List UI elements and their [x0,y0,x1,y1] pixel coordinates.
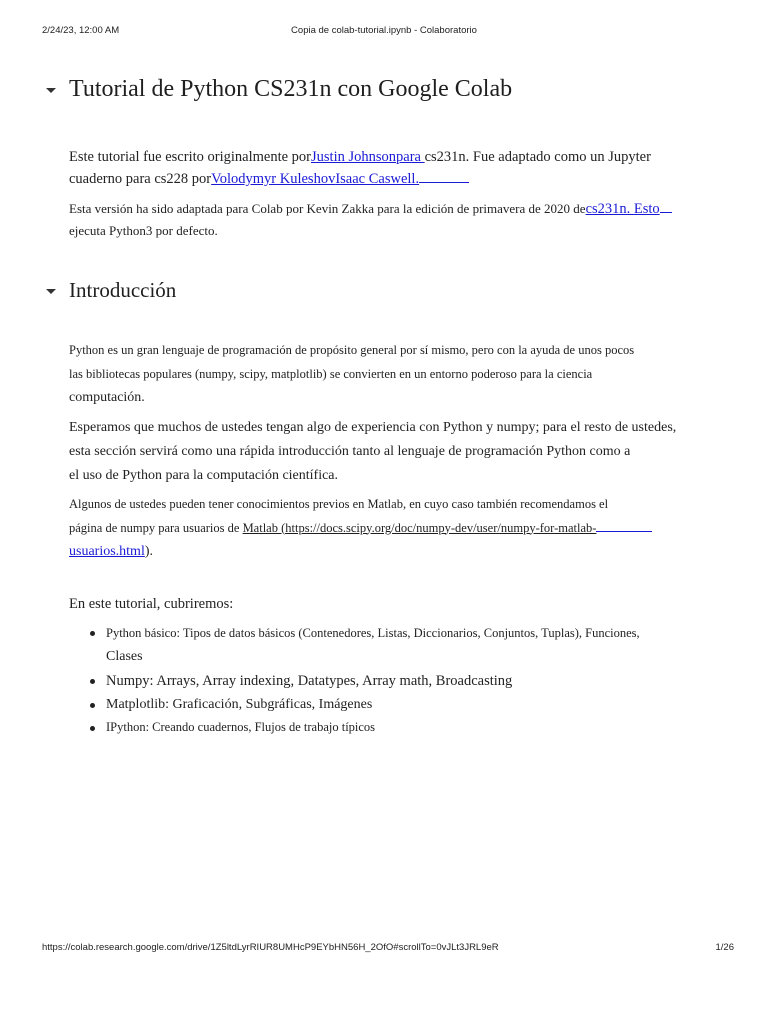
volodymyr-kuleshov-link[interactable]: Volodymyr Kuleshov [211,171,336,187]
text-line: ). [144,544,154,559]
version-text: Esta versión ha sido adaptada para Colab por Kevin Zakka para la edición de primavera de 2020 de [69,201,586,216]
topics-list [69,621,709,739]
list-item-text: Clases [106,649,143,664]
collapse-caret-icon[interactable] [46,289,56,294]
intro-paragraph-1 [69,339,694,410]
numpy-matlab-link[interactable]: Matlab (https://docs.scipy.org/doc/numpy-dev/user/numpy-for-matlab- [242,520,597,535]
print-title: Copia de colab-tutorial.ipynb - Colaboratorio [291,25,477,36]
version-paragraph [69,198,694,242]
text-line: Esperamos que muchos de ustedes tengan algo de experiencia con Python y numpy; para el resto de ustedes, [69,420,677,435]
link-underline-pad [419,170,469,183]
text-line: esta sección servirá como una rápida introducción tanto al lenguaje de programación Python como a [69,444,631,459]
text-line: Python es un gran lenguaje de programación de propósito general por sí mismo, pero con la ayuda de unos pocos [69,343,635,357]
list-item [69,693,709,716]
bullet-icon [90,679,95,684]
version-text-2: ejecuta Python3 por defecto. [69,223,218,238]
intro-paragraph-2 [69,416,694,488]
intro-text: Este tutorial fue escrito originalmente por [69,149,311,165]
text-line: el uso de Python para la computación científica. [69,468,339,483]
cover-label: En este tutorial, cubriremos: [69,596,234,612]
section-tutorial-header[interactable] [46,74,512,104]
bullet-icon [90,703,95,708]
text-line: Algunos de ustedes pueden tener conocimientos previos en Matlab, en cuyo caso también recomendamos el [69,497,609,511]
list-item-text: Python básico: Tipos de datos básicos (Contenedores, Listas, Diccionarios, Conjuntos, Tuplas), Funciones, [106,626,640,640]
link-underline-pad [596,519,652,532]
justin-johnson-link[interactable]: Justin Johnson [311,149,397,165]
list-item-text: Numpy: Arrays, Array indexing, Datatypes, Array math, Broadcasting [106,673,513,689]
para-link[interactable]: para [396,149,425,165]
print-date: 2/24/23, 12:00 AM [42,25,120,36]
section-title: Introducción [69,277,177,302]
cs231n-link[interactable]: cs231n. Esto [585,201,660,217]
list-item-text: IPython: Creando cuadernos, Flujos de trabajo típicos [106,720,376,734]
text-line: página de numpy para usuarios de [69,520,243,535]
print-header [0,25,768,39]
list-item [69,621,709,669]
intro-paragraph [69,146,694,190]
intro-text-2: cuaderno para cs228 por [69,171,212,187]
intro-tail: cs231n. Fue adaptado como un Jupyter [424,149,651,165]
page-number: 1/26 [715,942,734,953]
print-footer [0,942,768,956]
page-url: https://colab.research.google.com/drive/1Z5ltdLyrRIUR8UMHcP9EYbHN56H_2OfO#scrollTo=0vJLt3JRL9eR [42,942,499,953]
intro-paragraph-3 [69,493,694,564]
collapse-caret-icon[interactable] [46,88,56,93]
text-line: computación. [69,390,145,405]
list-item [69,716,709,739]
isaac-caswell-link[interactable]: Isaac Caswell. [335,171,420,187]
link-underline-pad [660,200,672,213]
page-title: Tutorial de Python CS231n con Google Colab [69,75,513,102]
list-item [69,669,709,693]
bullet-icon [90,726,95,731]
numpy-matlab-link-cont[interactable]: usuarios.html [69,544,145,559]
section-introduccion-header[interactable] [46,275,176,305]
text-line: las bibliotecas populares (numpy, scipy, matplotlib) se convierten en un entorno poderoso para la ciencia [69,366,593,381]
list-item-text: Matplotlib: Graficación, Subgráficas, Imágenes [106,697,373,712]
bullet-icon [90,631,95,636]
